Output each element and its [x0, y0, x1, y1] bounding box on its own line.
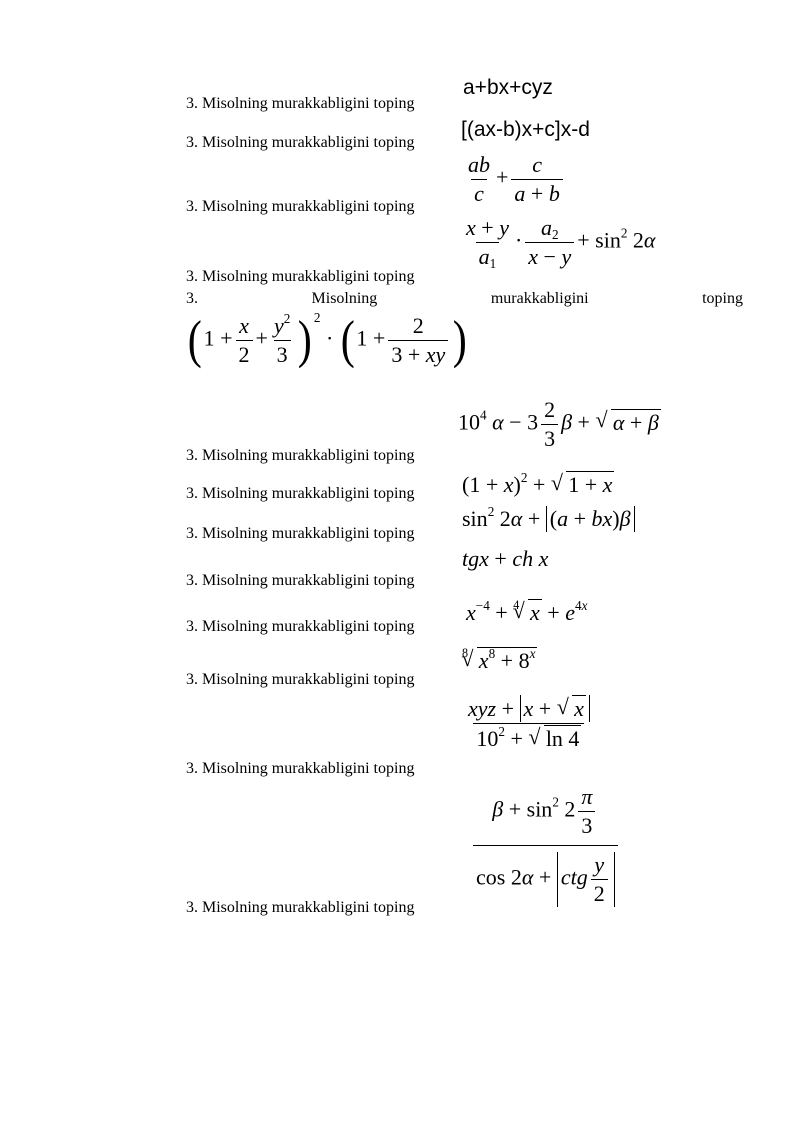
task-label-2: 3. Misolning murakkabligini toping — [186, 134, 415, 151]
word-4: toping — [702, 290, 743, 307]
formula-8: $\sin^2 2\alpha + (a + bx)\beta$ — [462, 506, 635, 532]
formula-1: a+bx+cyz — [463, 76, 553, 99]
word-1: 3. — [186, 290, 198, 307]
task-label-11: 3. Misolning murakkabligini toping — [186, 671, 415, 688]
word-3: murakkabligini — [490, 290, 589, 307]
formula-2: [(ax-b)x+c]x-d — [461, 118, 590, 141]
formula-3: $\frac{ab}{c}$ + $\frac{c}{a + b}$ — [462, 152, 566, 207]
task-label-4: 3. Misolning murakkabligini toping — [186, 268, 415, 285]
formula-7: $(1 + x)^2$ + √ 1 + x — [462, 471, 614, 498]
task-label-3: 3. Misolning murakkabligini toping — [186, 198, 415, 215]
task-label-8: 3. Misolning murakkabligini toping — [186, 525, 415, 542]
task-label-12: 3. Misolning murakkabligini toping — [186, 760, 415, 777]
formula-13: $\beta + \sin^2 2$ $\frac{\pi}{3}$ cos 2α + ctg $\frac{y}{2}$ — [470, 784, 621, 907]
task-label-10: 3. Misolning murakkabligini toping — [186, 618, 415, 635]
task-label-5 — [186, 290, 743, 308]
formula-9: tgx + ch x — [462, 546, 549, 571]
formula-10: $x^{-4} + ^4√$ $x + e^{4x}$ — [466, 598, 587, 626]
formula-11: $^8$√ $x^8 + 8^x$ — [462, 646, 537, 674]
task-label-7: 3. Misolning murakkabligini toping — [186, 485, 415, 502]
task-label-13: 3. Misolning murakkabligini toping — [186, 899, 415, 916]
word-2: Misolning — [311, 290, 378, 307]
formula-6: $10^4$ α − 3 $\frac{2}{3}$ β + √ α + β — [458, 397, 661, 452]
formula-12: $\frac{\text{xyz + x + √ x}}{10^2 + √ \ln 4}$ — [462, 695, 596, 752]
formula-4: $\frac{x + y}{a_1}$ · $\frac{a_2}{x - y}$ + $\sin^2 2\alpha$ — [466, 215, 656, 271]
task-label-6: 3. Misolning murakkabligini toping — [186, 447, 415, 464]
formula-5: (1 + $\frac{x}{2}$ + $\frac{y^2}{3}$ ) $^2$ · (1 + $\frac{2}{3 + xy}$ ) — [187, 309, 468, 370]
task-label-9: 3. Misolning murakkabligini toping — [186, 572, 415, 589]
task-label-1: 3. Misolning murakkabligini toping — [186, 95, 415, 112]
